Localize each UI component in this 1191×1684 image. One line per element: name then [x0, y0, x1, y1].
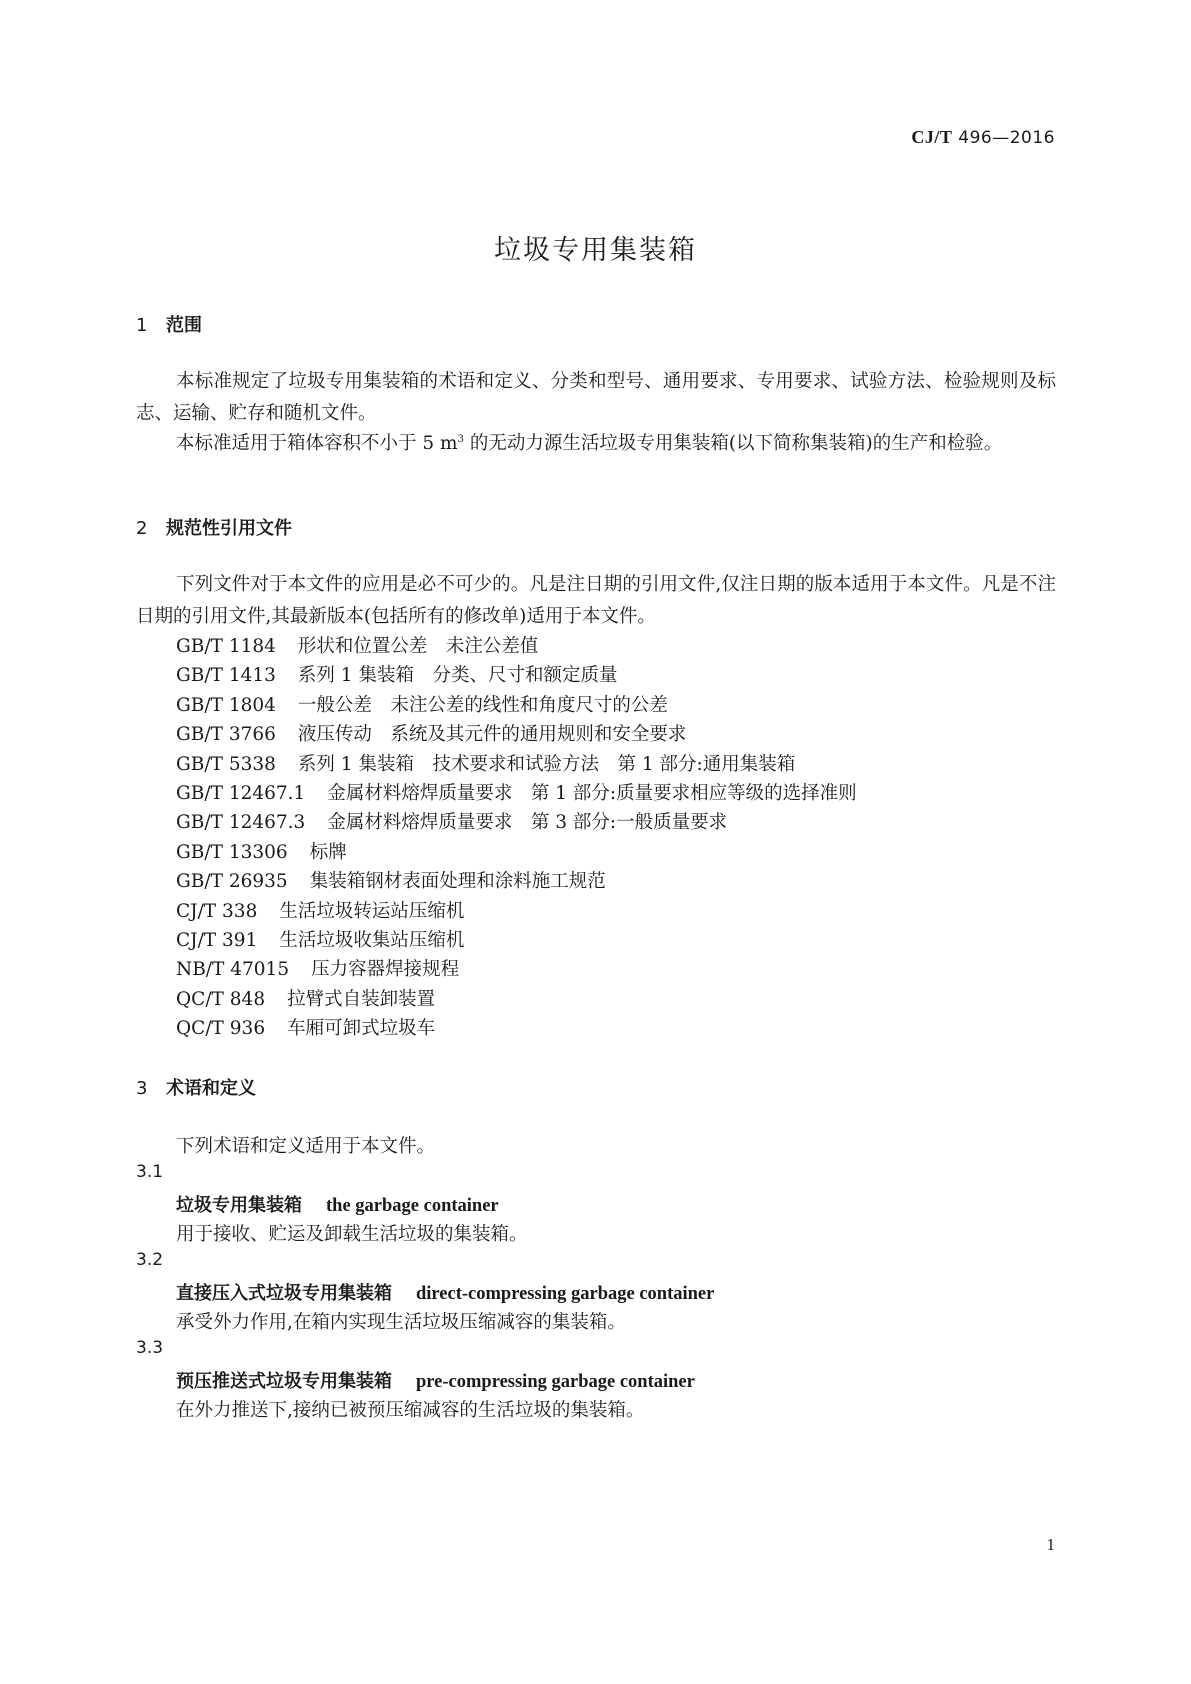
reference-item — [176, 897, 464, 923]
reference-item — [176, 955, 459, 981]
reference-item — [176, 750, 795, 776]
standard-code — [911, 127, 1055, 148]
reference-code: GB/T 26935 — [176, 871, 288, 893]
section-2-intro: 下列文件对于本文件的应用是必不可少的。凡是注日期的引用文件,仅注日期的版本适用于本文件。凡是不注日期的引用文件,其最新版本(包括所有的修改单)适用于本文件。 — [136, 574, 1056, 627]
term-title — [176, 1191, 499, 1217]
reference-item — [176, 661, 617, 687]
reference-code: CJ/T 338 — [176, 900, 258, 922]
term-title — [176, 1279, 714, 1305]
reference-code: NB/T 47015 — [176, 959, 290, 981]
scope-text-before: 本标准适用于箱体容积不小于 5 m — [176, 433, 458, 455]
reference-title: 生活垃圾收集站压缩机 — [279, 930, 465, 951]
term-chinese: 预压推送式垃圾专用集装箱 — [176, 1371, 392, 1392]
reference-item — [176, 691, 668, 717]
reference-title: 金属材料熔焊质量要求 第 1 部分:质量要求相应等级的选择准则 — [327, 783, 857, 804]
section-3-heading — [136, 1074, 256, 1100]
section-title: 范围 — [166, 315, 202, 336]
reference-title: 生活垃圾转运站压缩机 — [279, 900, 465, 922]
reference-code: GB/T 1804 — [176, 694, 276, 716]
term-number: 3.3 — [136, 1338, 164, 1358]
reference-title: 拉臂式自装卸装置 — [287, 988, 436, 1010]
reference-title: 系列 1 集装箱 分类、尺寸和额定质量 — [297, 665, 618, 687]
reference-title: 金属材料熔焊质量要求 第 3 部分:一般质量要求 — [327, 812, 728, 834]
reference-title: 标牌 — [309, 841, 347, 863]
reference-item — [176, 867, 606, 893]
reference-code: GB/T 13306 — [176, 841, 288, 863]
standard-prefix: CJ/T — [911, 127, 953, 147]
section-number: 1 — [136, 315, 148, 336]
term-english: pre-compressing garbage container — [416, 1372, 695, 1392]
reference-title: 形状和位置公差 未注公差值 — [297, 636, 539, 657]
reference-title: 压力容器焊接规程 — [311, 959, 460, 981]
reference-item — [176, 632, 538, 658]
term-chinese: 垃圾专用集装箱 — [176, 1195, 302, 1216]
section-title: 术语和定义 — [166, 1078, 256, 1099]
reference-item — [176, 838, 347, 864]
term-english: the garbage container — [326, 1196, 499, 1216]
section-number: 3 — [136, 1078, 148, 1099]
term-title — [176, 1367, 695, 1393]
reference-title: 液压传动 系统及其元件的通用规则和安全要求 — [297, 724, 687, 746]
reference-code: GB/T 12467.1 — [176, 783, 306, 804]
document-title: 垃圾专用集装箱 — [494, 235, 697, 266]
term-chinese: 直接压入式垃圾专用集装箱 — [176, 1283, 392, 1304]
scope-text-after: 的无动力源生活垃圾专用集装箱(以下简称集装箱)的生产和检验。 — [463, 433, 1003, 455]
reference-code: GB/T 3766 — [176, 724, 276, 746]
term-definition: 在外力推送下,接纳已被预压缩减容的生活垃圾的集装箱。 — [176, 1400, 645, 1421]
reference-title: 一般公差 未注公差的线性和角度尺寸的公差 — [297, 694, 668, 716]
section-number: 2 — [136, 518, 148, 539]
section-title: 规范性引用文件 — [166, 518, 292, 539]
reference-code: GB/T 12467.3 — [176, 812, 306, 834]
reference-code: GB/T 1413 — [176, 665, 276, 687]
section-1-heading — [136, 311, 202, 337]
term-number: 3.1 — [136, 1162, 164, 1182]
section-1-paragraph-2 — [136, 424, 1056, 460]
term-definition: 用于接收、贮运及卸载生活垃圾的集装箱。 — [176, 1224, 528, 1245]
reference-item — [176, 720, 686, 746]
reference-item — [176, 926, 464, 952]
reference-item — [176, 985, 435, 1011]
reference-title: 车厢可卸式垃圾车 — [287, 1018, 436, 1040]
reference-item — [176, 1014, 435, 1040]
reference-item — [176, 808, 727, 834]
reference-code: GB/T 1184 — [176, 636, 276, 657]
reference-title: 系列 1 集装箱 技术要求和试验方法 第 1 部分:通用集装箱 — [297, 753, 796, 775]
section-2-heading — [136, 514, 292, 540]
volume-superscript: 3 — [457, 434, 464, 445]
page-number: 1 — [1046, 1535, 1055, 1554]
reference-code: QC/T 848 — [176, 988, 266, 1010]
reference-item — [176, 779, 857, 805]
reference-title: 集装箱钢材表面处理和涂料施工规范 — [309, 871, 606, 893]
standard-number: 496—2016 — [958, 128, 1055, 148]
reference-code: GB/T 5338 — [176, 753, 276, 775]
term-number: 3.2 — [136, 1250, 164, 1270]
term-english: direct-compressing garbage container — [416, 1284, 715, 1304]
reference-code: CJ/T 391 — [176, 930, 258, 951]
section-3-intro: 下列术语和定义适用于本文件。 — [176, 1136, 436, 1157]
reference-code: QC/T 936 — [176, 1018, 266, 1040]
section-1-paragraph-1: 本标准规定了垃圾专用集装箱的术语和定义、分类和型号、通用要求、专用要求、试验方法、检验规则及标志、运输、贮存和随机文件。 — [136, 371, 1056, 424]
term-definition: 承受外力作用,在箱内实现生活垃圾压缩减容的集装箱。 — [176, 1312, 626, 1333]
